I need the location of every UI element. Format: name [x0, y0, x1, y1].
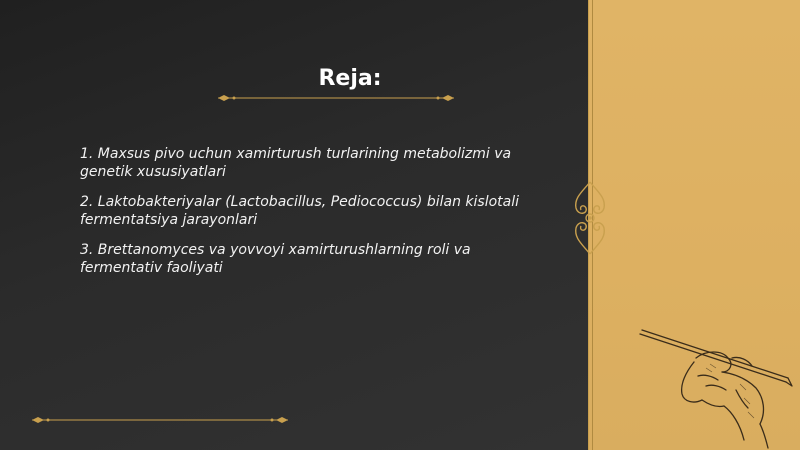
- plan-item-1: 1. Maxsus pivo uchun xamirturush turlarining metabolizmi va genetik xususiyatlari: [80, 146, 512, 180]
- ornamental-divider-icon: [214, 93, 458, 103]
- hand-holding-pen-icon: [636, 328, 796, 450]
- slide-title: Reja:: [318, 66, 382, 91]
- plan-list: [80, 145, 550, 289]
- plan-item-2: 2. Laktobakteriyalar (Lactobacillus, Pediococcus) bilan kislotali fermentatsiya jarayonlari: [80, 194, 519, 228]
- plan-item-3: 3. Brettanomyces va yovvoyi xamirturushlarning roli va fermentativ faoliyati: [80, 242, 471, 276]
- bottom-divider-icon: [28, 415, 292, 425]
- scroll-ornament-icon: [562, 180, 618, 256]
